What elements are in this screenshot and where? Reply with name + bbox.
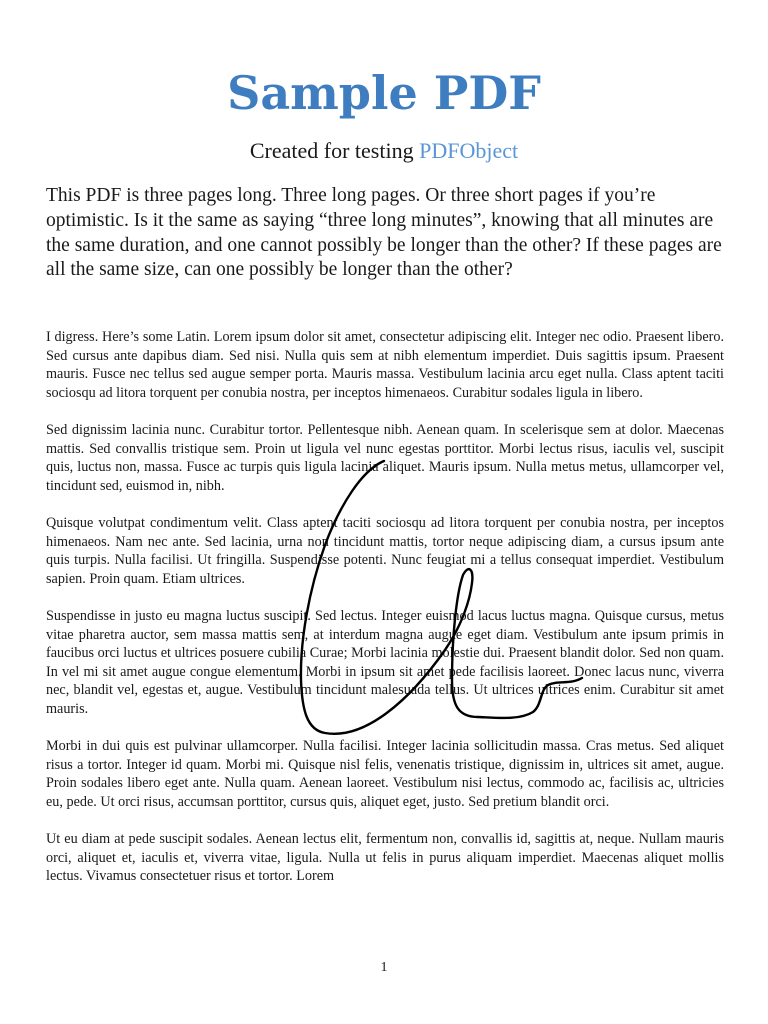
subtitle-text: Created for testing <box>249 138 420 163</box>
document-subtitle <box>0 136 768 166</box>
pdfobject-link[interactable]: PDFObject <box>419 138 519 163</box>
paragraph-latin-1: I digress. Here’s some Latin. Lorem ipsum dolor sit amet, consectetur adipiscing elit. Integer nec odio. Praesent libero. Sed cursus ante dapibus diam. Sed nisi. Nulla quis sem at nibh elementum imperdiet. Duis sagittis ipsum. Praesent mauris. Fusce nec tellus sed augue semper porta. Mauris massa. Vestibulum lacinia arcu eget nulla. Class aptent taciti sociosqu ad litora torquent per conubia nostra, per inceptos himenaeos. Curabitur sodales ligula in libero. <box>46 329 724 401</box>
document-title: Sample PDF <box>227 66 541 120</box>
paragraph-latin-4: Suspendisse in justo eu magna luctus suscipit. Sed lectus. Integer euismod lacus luctus magna. Quisque cursus, metus vitae pharetra auctor, sem massa mattis sem, at interdum magna augue eget diam. Vestibulum ante ipsum primis in faucibus orci luctus et ultrices posuere cubilia Curae; Morbi lacinia molestie dui. Praesent blandit dolor. Sed non quam. In vel mi sit amet augue congue elementum. Morbi in ipsum sit amet pede facilisis laoreet. Donec lacus nunc, viverra nec, blandit vel, egestas et, augue. Vestibulum tincidunt malesuada tellus. Ut ultrices ultrices enim. Curabitur sit amet mauris. <box>46 607 724 717</box>
lead-paragraph: This PDF is three pages long. Three long pages. Or three short pages if you’re optimistic. Is it the same as saying “three long minutes”, knowing that all minutes are the same duration, and one cannot possibly be longer than the other? If these pages are all the same size, can one possibly be longer than the other? <box>46 185 722 281</box>
paragraph-latin-3: Quisque volutpat condimentum velit. Class aptent taciti sociosqu ad litora torquent per conubia nostra, per inceptos himenaeos. Nam nec ante. Sed lacinia, urna non tincidunt mattis, tortor neque adipiscing diam, a cursus ipsum ante quis turpis. Nulla facilisi. Ut fringilla. Suspendisse potenti. Nunc feugiat mi a tellus consequat imperdiet. Vestibulum sapien. Proin quam. Etiam ultrices. <box>46 514 724 587</box>
page-number: 1 <box>380 960 388 975</box>
paragraph-latin-5: Morbi in dui quis est pulvinar ullamcorper. Nulla facilisi. Integer lacinia sollicitudin massa. Cras metus. Sed aliquet risus a tortor. Integer id quam. Morbi mi. Quisque nisl felis, venenatis tristique, dignissim in, ultrices sit amet, augue. Proin sodales libero eget ante. Nulla quam. Aenean laoreet. Vestibulum nisi lectus, commodo ac, facilisis ac, ultricies eu, pede. Ut orci risus, accumsan porttitor, cursus quis, aliquet eget, justo. Sed pretium blandit orci. <box>46 738 724 810</box>
body-text <box>46 328 724 904</box>
paragraph-latin-6: Ut eu diam at pede suscipit sodales. Aenean lectus elit, fermentum non, convallis id, sagittis at, neque. Nullam mauris orci, aliquet et, iaculis et, viverra vitae, ligula. Nulla ut felis in purus aliquam imperdiet. Maecenas aliquet mollis lectus. Vivamus consectetuer risus et tortor. Lorem <box>46 831 724 885</box>
paragraph-latin-2: Sed dignissim lacinia nunc. Curabitur tortor. Pellentesque nibh. Aenean quam. In scelerisque sem at dolor. Maecenas mattis. Sed convallis tristique sem. Proin ut ligula vel nunc egestas porttitor. Morbi lectus risus, iaculis vel, suscipit quis, luctus non, massa. Fusce ac turpis quis ligula lacinia aliquet. Mauris ipsum. Nulla metus metus, ullamcorper vel, tincidunt sed, euismod in, nibh. <box>46 421 724 494</box>
